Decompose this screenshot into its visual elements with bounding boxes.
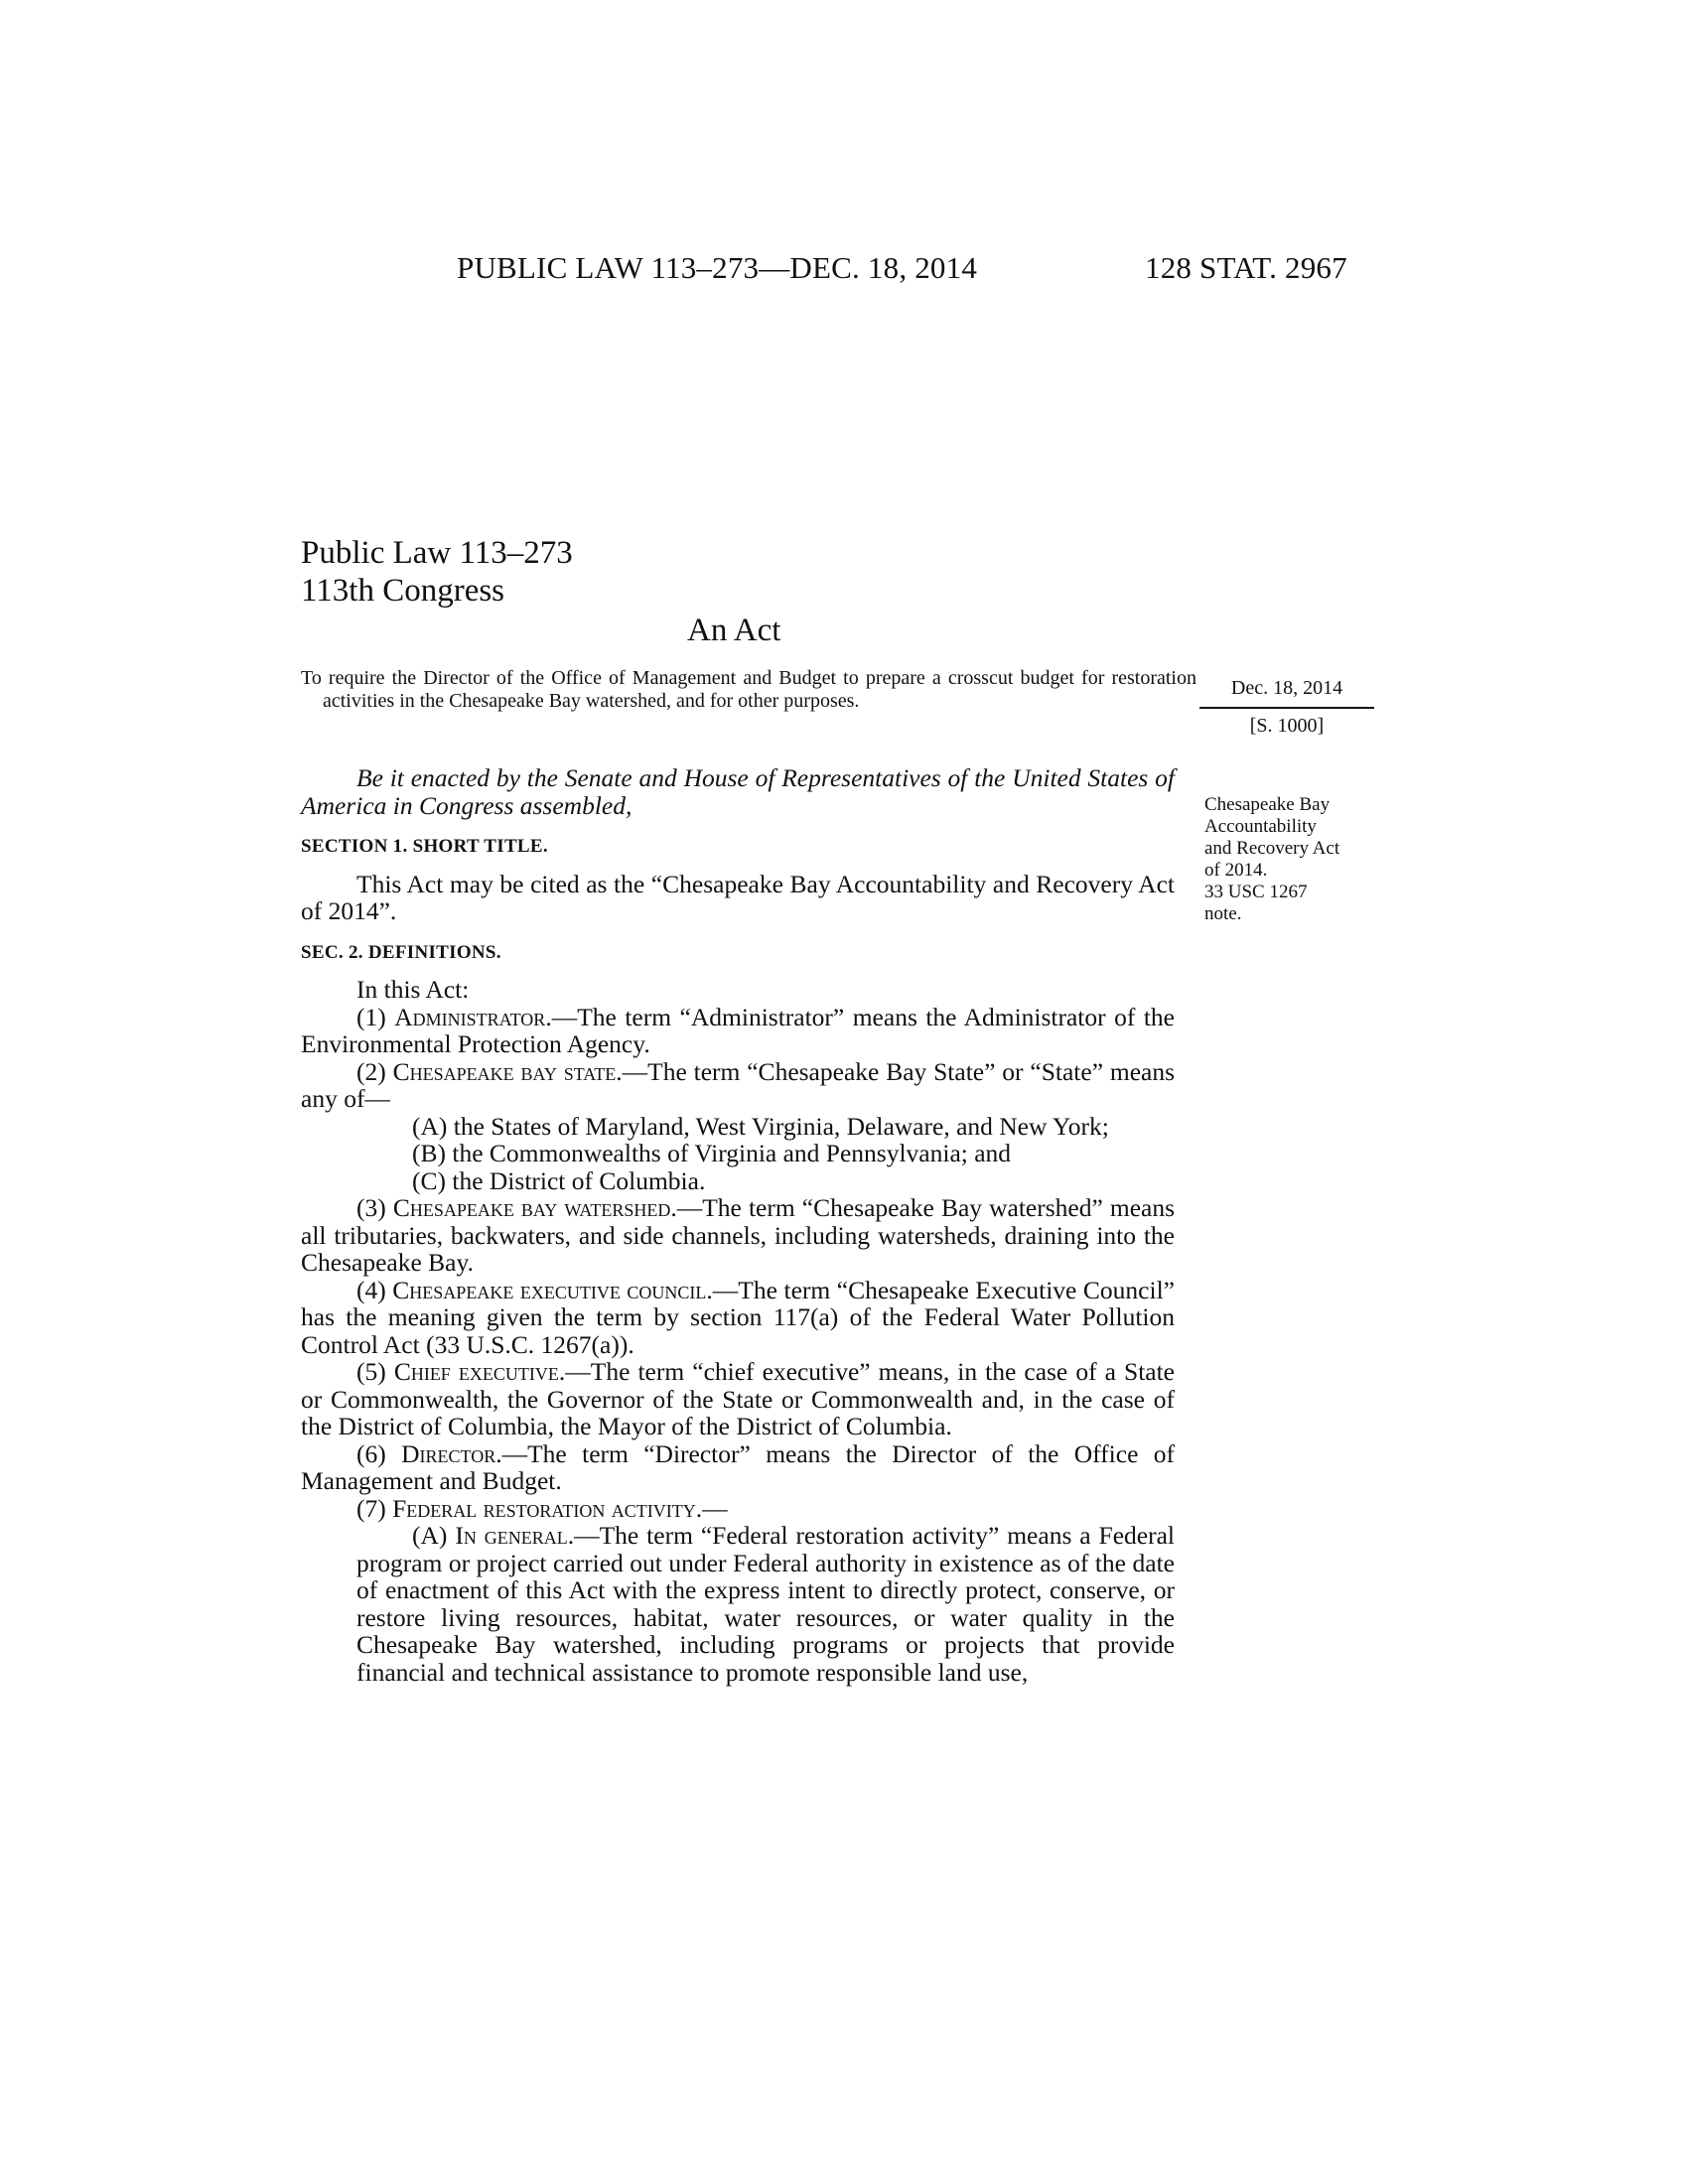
section-2-heading: SEC. 2. DEFINITIONS. [301,941,501,963]
definition-4 [301,1277,1175,1359]
definition-number: (2) [356,1056,393,1086]
statute-page-reference: 128 STAT. 2967 [1145,250,1347,285]
main-text [301,764,1175,1686]
margin-note-line: and Recovery Act [1204,838,1340,859]
margin-bill-number: [S. 1000] [1249,715,1325,737]
margin-note-line: 33 USC 1267 [1204,882,1308,902]
definition-1 [301,1004,1175,1058]
definition-term: Chesapeake bay state [392,1056,617,1086]
definition-number: (3) [356,1193,393,1222]
definition-6 [301,1440,1175,1495]
margin-rule [1199,707,1374,709]
margin-note-line: Accountability [1204,816,1317,837]
definition-term: Administrator [394,1002,546,1031]
act-heading: An Act [687,613,781,648]
definition-term: Chesapeake bay watershed [392,1193,671,1222]
definition-number: (5) [356,1357,394,1386]
definition-5 [301,1358,1175,1440]
definition-number: (6) [356,1438,402,1468]
section-1-text: This Act may be cited as the “Chesapeake Bay Accountability and Recovery Act of 2014”. [301,869,1175,925]
definition-term: Chesapeake executive council [392,1275,707,1304]
definition-text: .—The term “Federal restoration activity” means a Federal program or project carried out under Federal authority in existence as of the date of enactment of this Act with the express intent to directly protect, conserve, or restore living resources, habitat, water resources, or water quality in the Chesapeake Bay watershed, including programs or projects that provide financial and technical assistance to promote responsible land use, [356,1521,1175,1687]
definition-7 [301,1495,1175,1523]
law-title-block [301,534,573,610]
definition-2-c: (C) the District of Columbia. [412,1165,706,1195]
definition-number: (7) [356,1493,393,1523]
section-1-heading: SECTION 1. SHORT TITLE. [301,836,548,857]
public-law-number: Public Law 113–273 [301,535,573,571]
definition-number: (4) [356,1275,393,1304]
long-title: To require the Director of the Office of Management and Budget to prepare a crosscut budget for restoration activities in the Chesapeake Bay watershed, and for other purposes. [301,667,1196,712]
definition-text: .—The term “Chesapeake Bay watershed” means all tributaries, backwaters, and side channels, including watersheds, draining into the Chesapeake Bay. [301,1193,1176,1277]
definition-term: Director [401,1438,496,1468]
margin-note-line: of 2014. [1204,860,1268,881]
definition-text: .—The term “Chesapeake Bay State” or “State” means any of— [301,1056,1176,1113]
definition-text: .—The term “Chesapeake Executive Council” has the meaning given the term by section 117(a) of the Federal Water Pollution Control Act (33 U.S.C. 1267(a)). [301,1275,1175,1359]
margin-date: Dec. 18, 2014 [1230,677,1343,699]
enacting-clause: Be it enacted by the Senate and House of Representatives of the United States of America in Congress assembled, [301,763,1175,820]
running-head: PUBLIC LAW 113–273—DEC. 18, 2014 [457,250,978,285]
margin-note [1204,794,1378,925]
definition-text: .—The term “chief executive” means, in the case of a State or Commonwealth, the Governor of the State or Commonwealth and, in the case of the District of Columbia, the Mayor of the District of Columbia. [301,1357,1175,1440]
definition-2-b: (B) the Commonwealths of Virginia and Pennsylvania; and [412,1139,1012,1167]
definition-text: .— [695,1493,728,1523]
definition-2-a: (A) the States of Maryland, West Virginia, Delaware, and New York; [412,1111,1109,1141]
margin-note-line: note. [1204,903,1242,924]
definition-7-a [301,1522,1175,1686]
definition-number: (A) [412,1521,456,1550]
section-2-intro: In this Act: [356,975,470,1004]
definition-3 [301,1194,1175,1277]
definition-text: .—The term “Administrator” means the Administrator of the Environmental Protection Agency. [301,1002,1175,1058]
definition-term: Federal restoration activity [392,1493,696,1523]
definition-2 [301,1058,1175,1113]
margin-note-line: Chesapeake Bay [1204,794,1331,815]
definition-term: In general [455,1521,568,1550]
definition-number: (1) [356,1002,395,1031]
definition-text: .—The term “Director” means the Director of the Office of Management and Budget. [301,1438,1176,1495]
definition-term: Chief executive [393,1357,559,1386]
congress-number: 113th Congress [301,573,505,609]
